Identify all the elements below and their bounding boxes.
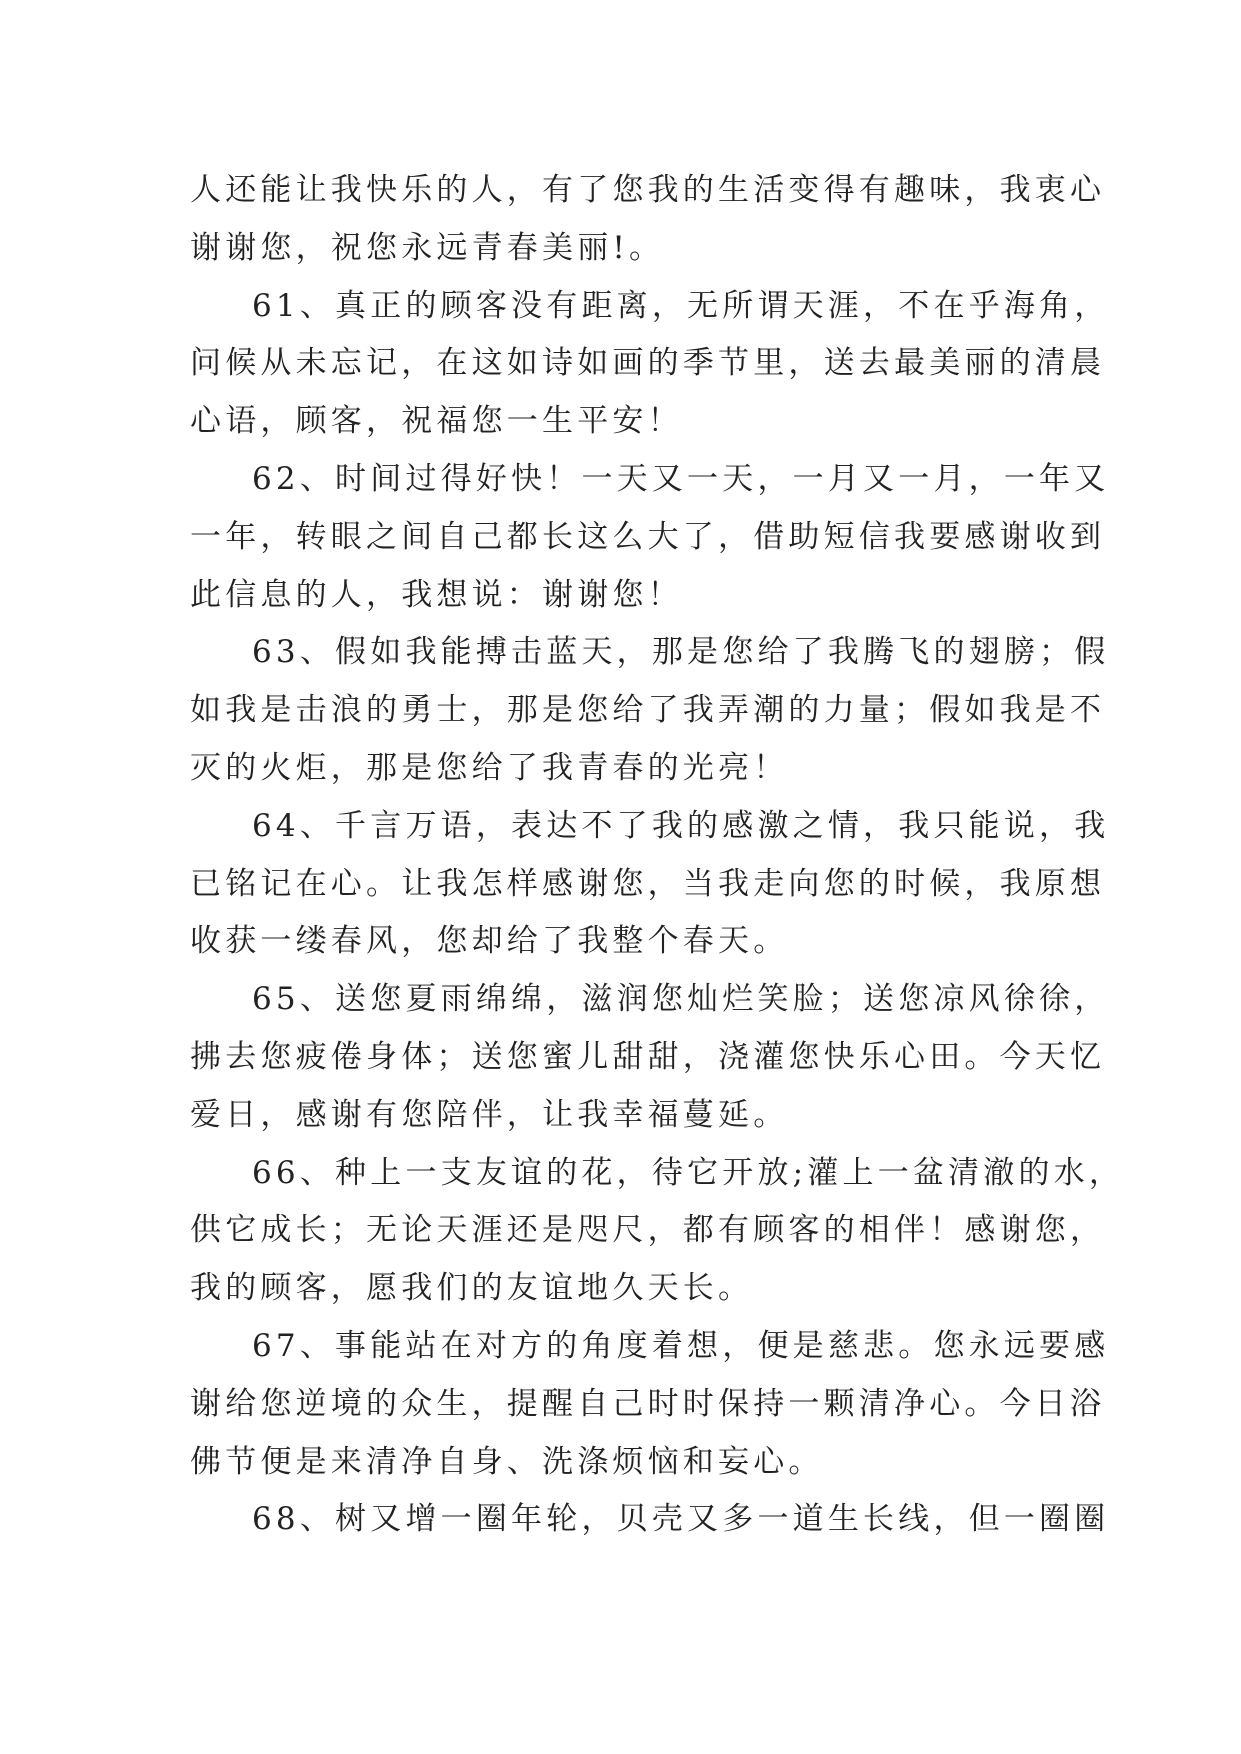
paragraph-line: 已铭记在心。让我怎样感谢您，当我走向您的时候，我原想 — [190, 865, 1106, 902]
paragraph-first-line: 62、时间过得好快！一天又一天，一月又一月，一年又 — [252, 460, 1110, 497]
paragraph-line: 拂去您疲倦身体；送您蜜儿甜甜，浇灌您快乐心田。今天忆 — [190, 1038, 1106, 1075]
paragraph-first-line: 61、真正的顾客没有距离，无所谓天涯，不在乎海角， — [252, 287, 1110, 324]
paragraph-line: 灭的火炬，那是您给了我青春的光亮！ — [190, 749, 789, 786]
paragraph-line: 如我是击浪的勇士，那是您给了我弄潮的力量；假如我是不 — [190, 692, 1106, 729]
paragraph-line: 人还能让我快乐的人，有了您我的生活变得有趣味，我衷心 — [190, 172, 1106, 208]
paragraph-first-line: 65、送您夏雨绵绵，滋润您灿烂笑脸；送您凉风徐徐， — [252, 981, 1110, 1018]
paragraph-line: 一年，转眼之间自己都长这么大了，借助短信我要感谢收到 — [190, 518, 1106, 555]
paragraph-line: 谢给您逆境的众生，提醒自己时时保持一颗清净心。今日浴 — [190, 1385, 1106, 1422]
paragraph-first-line: 68、树又增一圈年轮，贝壳又多一道生长线，但一圈圈 — [252, 1501, 1110, 1538]
paragraph-line: 此信息的人，我想说：谢谢您！ — [190, 576, 683, 613]
paragraph-line: 收获一缕春风，您却给了我整个春天。 — [190, 923, 789, 960]
paragraph-line: 问候从未忘记，在这如诗如画的季节里，送去最美丽的清晨 — [190, 345, 1106, 382]
paragraph-first-line: 64、千言万语，表达不了我的感激之情，我只能说，我 — [252, 807, 1110, 844]
paragraph-line: 我的顾客，愿我们的友谊地久天长。 — [190, 1270, 754, 1307]
paragraph-line: 心语，顾客，祝福您一生平安！ — [190, 403, 683, 440]
paragraph-first-line: 67、事能站在对方的角度着想，便是慈悲。您永远要感 — [252, 1327, 1110, 1364]
paragraph-first-line: 63、假如我能搏击蓝天，那是您给了我腾飞的翅膀；假 — [252, 634, 1110, 671]
paragraph-line: 谢谢您，祝您永远青春美丽!。 — [190, 229, 665, 266]
paragraph-line: 佛节便是来清净自身、洗涤烦恼和妄心。 — [190, 1443, 824, 1480]
document-body — [190, 162, 1125, 1549]
paragraph-line: 供它成长；无论天涯还是咫尺，都有顾客的相伴！感谢您， — [190, 1212, 1106, 1249]
paragraph-first-line: 66、种上一支友谊的花，待它开放;灌上一盆清澈的水， — [252, 1154, 1125, 1191]
paragraph-line: 爱日，感谢有您陪伴，让我幸福蔓延。 — [190, 1096, 789, 1133]
